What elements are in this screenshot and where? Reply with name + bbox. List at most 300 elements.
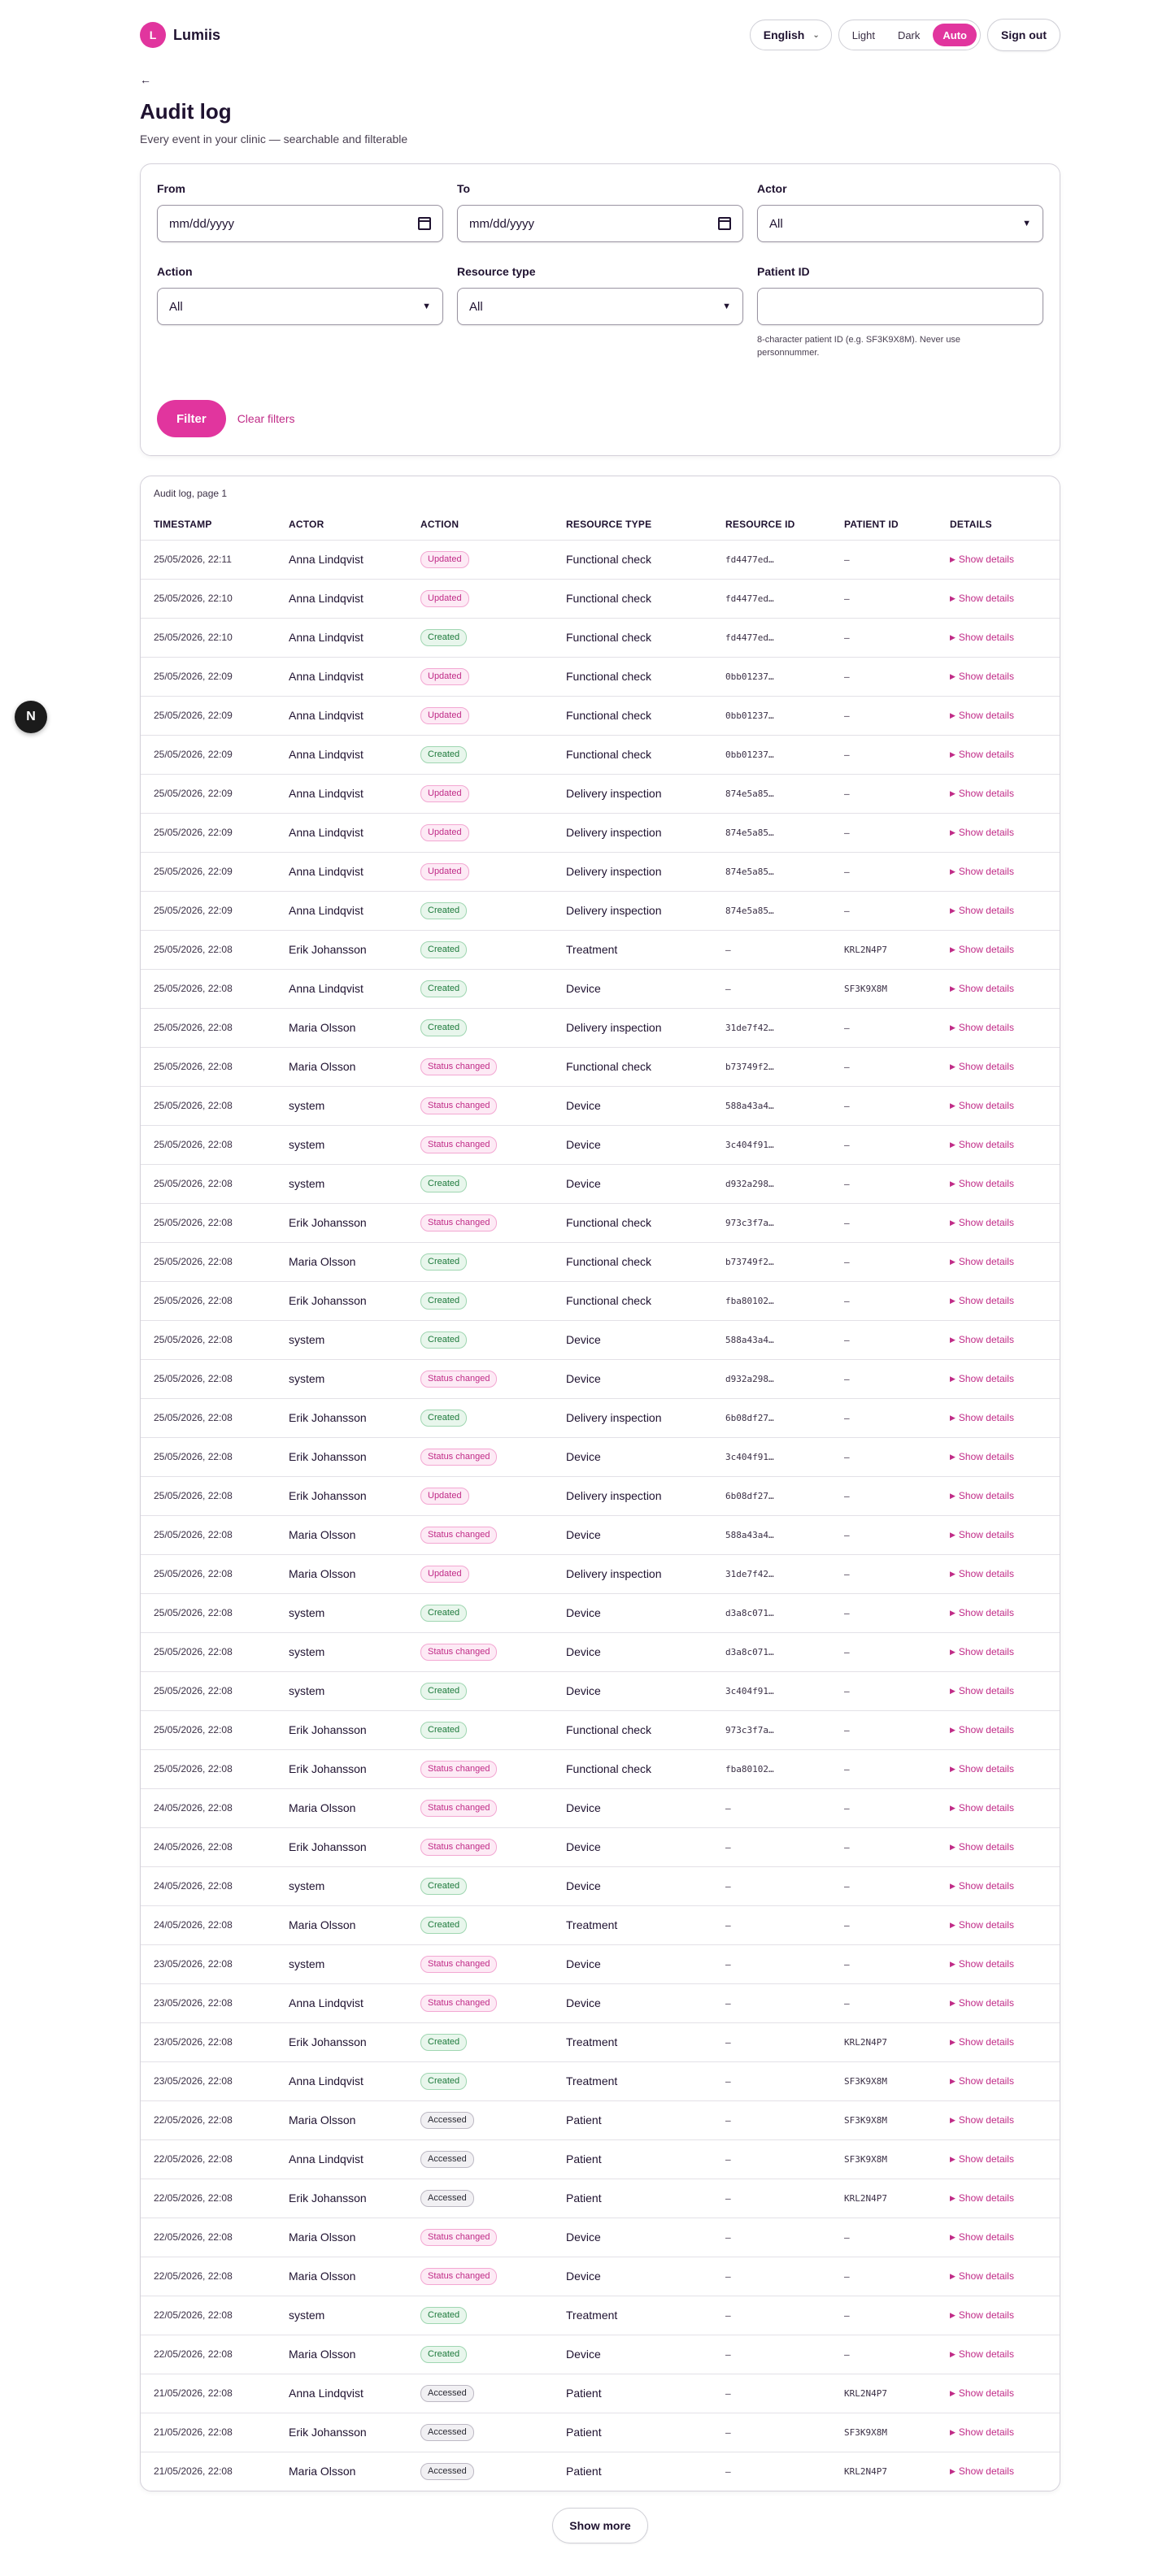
resource-id-cell: 31de7f42… bbox=[712, 1554, 831, 1593]
patient-id-cell: — bbox=[831, 1437, 937, 1476]
show-details-toggle[interactable] bbox=[950, 1451, 1060, 1462]
details-cell bbox=[937, 1203, 1060, 1242]
resource-type-select[interactable] bbox=[457, 288, 743, 325]
table-row bbox=[141, 1320, 1060, 1359]
show-details-label: Show details bbox=[958, 2270, 1014, 2282]
patient-id-cell: SF3K9X8M bbox=[831, 969, 937, 1008]
column-header-action: ACTION bbox=[420, 518, 459, 530]
resource-id-cell: — bbox=[712, 2100, 831, 2139]
actor-cell: system bbox=[276, 1632, 407, 1671]
details-cell bbox=[937, 2335, 1060, 2374]
resource-type-cell: Delivery inspection bbox=[553, 891, 712, 930]
show-details-toggle[interactable] bbox=[950, 2075, 1060, 2087]
action-cell bbox=[407, 852, 553, 891]
actor-cell: Erik Johansson bbox=[276, 930, 407, 969]
patient-id-cell: KRL2N4P7 bbox=[831, 2022, 937, 2061]
column-header-patient-id: PATIENT ID bbox=[844, 518, 899, 530]
show-details-toggle[interactable] bbox=[950, 1997, 1060, 2009]
patient-id-cell: — bbox=[831, 1164, 937, 1203]
table-row bbox=[141, 852, 1060, 891]
timestamp-cell: 25/05/2026, 22:08 bbox=[141, 1593, 276, 1632]
actor-cell: Maria Olsson bbox=[276, 2257, 407, 2296]
actor-cell: Maria Olsson bbox=[276, 1515, 407, 1554]
actor-cell: Erik Johansson bbox=[276, 1398, 407, 1437]
show-details-label: Show details bbox=[958, 554, 1014, 565]
resource-id-cell: b73749f2… bbox=[712, 1242, 831, 1281]
show-details-label: Show details bbox=[958, 1958, 1014, 1970]
action-cell bbox=[407, 1515, 553, 1554]
show-details-toggle[interactable] bbox=[950, 1256, 1060, 1267]
details-cell bbox=[937, 1047, 1060, 1086]
caret-right-icon: ▶ bbox=[950, 1881, 956, 1890]
back-arrow-icon[interactable]: ← bbox=[140, 73, 151, 86]
resource-type-cell: Device bbox=[553, 1125, 712, 1164]
show-details-toggle[interactable] bbox=[950, 905, 1060, 916]
table-row bbox=[141, 735, 1060, 774]
action-cell bbox=[407, 1320, 553, 1359]
action-badge: Status changed bbox=[420, 2268, 497, 2285]
show-details-toggle[interactable] bbox=[950, 866, 1060, 877]
details-cell bbox=[937, 813, 1060, 852]
actor-cell: Anna Lindqvist bbox=[276, 540, 407, 579]
details-cell bbox=[937, 2100, 1060, 2139]
show-details-toggle[interactable] bbox=[950, 827, 1060, 838]
action-badge: Created bbox=[420, 902, 467, 919]
sign-out-button[interactable]: Sign out bbox=[987, 19, 1060, 51]
action-badge: Status changed bbox=[420, 1839, 497, 1856]
timestamp-cell: 25/05/2026, 22:10 bbox=[141, 579, 276, 618]
timestamp-cell: 25/05/2026, 22:08 bbox=[141, 1554, 276, 1593]
resource-type-cell: Delivery inspection bbox=[553, 774, 712, 813]
action-badge: Created bbox=[420, 2034, 467, 2051]
audit-log-table-card bbox=[140, 476, 1060, 2491]
action-badge: Status changed bbox=[420, 1058, 497, 1075]
resource-id-cell: 874e5a85… bbox=[712, 813, 831, 852]
resource-id-cell: — bbox=[712, 2452, 831, 2491]
action-badge: Updated bbox=[420, 785, 469, 802]
action-badge: Updated bbox=[420, 1488, 469, 1505]
show-details-label: Show details bbox=[958, 1139, 1014, 1150]
timestamp-cell: 23/05/2026, 22:08 bbox=[141, 2022, 276, 2061]
table-row bbox=[141, 1944, 1060, 1983]
to-field-group bbox=[457, 182, 743, 242]
timestamp-cell: 21/05/2026, 22:08 bbox=[141, 2452, 276, 2491]
timestamp-cell: 22/05/2026, 22:08 bbox=[141, 2335, 276, 2374]
show-details-toggle[interactable] bbox=[950, 1295, 1060, 1306]
chevron-down-icon: ⌄ bbox=[812, 30, 820, 40]
action-badge: Created bbox=[420, 980, 467, 997]
show-details-toggle[interactable] bbox=[950, 2153, 1060, 2165]
timestamp-cell: 25/05/2026, 22:09 bbox=[141, 696, 276, 735]
theme-light-button[interactable]: Light bbox=[851, 28, 875, 41]
actor-cell: Erik Johansson bbox=[276, 1203, 407, 1242]
resource-type-cell: Device bbox=[553, 1671, 712, 1710]
caret-right-icon: ▶ bbox=[950, 1530, 956, 1539]
actor-cell: system bbox=[276, 1593, 407, 1632]
calendar-icon[interactable] bbox=[418, 217, 431, 230]
details-cell bbox=[937, 1008, 1060, 1047]
show-details-label: Show details bbox=[958, 827, 1014, 838]
actor-cell: Anna Lindqvist bbox=[276, 1983, 407, 2022]
resource-id-cell: — bbox=[712, 2218, 831, 2257]
caret-right-icon: ▶ bbox=[950, 1140, 956, 1149]
action-badge: Status changed bbox=[420, 2229, 497, 2246]
show-details-toggle[interactable] bbox=[950, 944, 1060, 955]
caret-right-icon: ▶ bbox=[950, 788, 956, 797]
show-details-toggle[interactable] bbox=[950, 2426, 1060, 2438]
resource-id-cell: fd4477ed… bbox=[712, 618, 831, 657]
details-cell bbox=[937, 1476, 1060, 1515]
show-details-toggle[interactable] bbox=[950, 1139, 1060, 1150]
resource-id-cell: — bbox=[712, 930, 831, 969]
theme-dark-button[interactable]: Dark bbox=[897, 28, 921, 41]
column-header-details: DETAILS bbox=[950, 518, 992, 530]
resource-type-cell: Delivery inspection bbox=[553, 1008, 712, 1047]
show-details-toggle[interactable] bbox=[950, 1958, 1060, 1970]
actor-cell: system bbox=[276, 1866, 407, 1905]
caret-right-icon: ▶ bbox=[950, 554, 956, 563]
show-details-toggle[interactable] bbox=[950, 2192, 1060, 2204]
show-details-label: Show details bbox=[958, 1529, 1014, 1540]
patient-id-cell: — bbox=[831, 1515, 937, 1554]
show-details-toggle[interactable] bbox=[950, 1178, 1060, 1189]
actor-cell: Anna Lindqvist bbox=[276, 2374, 407, 2413]
details-cell bbox=[937, 1749, 1060, 1788]
filter-button[interactable]: Filter bbox=[157, 400, 226, 437]
clear-filters-link[interactable]: Clear filters bbox=[237, 412, 295, 425]
patient-id-cell: — bbox=[831, 1359, 937, 1398]
caret-right-icon: ▶ bbox=[950, 1452, 956, 1461]
show-details-toggle[interactable] bbox=[950, 788, 1060, 799]
resource-id-cell: — bbox=[712, 2257, 831, 2296]
show-details-toggle[interactable] bbox=[950, 1685, 1060, 1696]
resource-type-cell: Device bbox=[553, 1437, 712, 1476]
actor-cell: Maria Olsson bbox=[276, 2218, 407, 2257]
caret-right-icon: ▶ bbox=[950, 1491, 956, 1500]
action-cell bbox=[407, 657, 553, 696]
show-details-toggle[interactable] bbox=[950, 1217, 1060, 1228]
timestamp-cell: 22/05/2026, 22:08 bbox=[141, 2218, 276, 2257]
table-row bbox=[141, 1593, 1060, 1632]
show-details-toggle[interactable] bbox=[950, 1724, 1060, 1735]
show-details-toggle[interactable] bbox=[950, 1490, 1060, 1501]
actor-cell: Erik Johansson bbox=[276, 1827, 407, 1866]
show-details-toggle[interactable] bbox=[950, 632, 1060, 643]
patient-id-cell: — bbox=[831, 1125, 937, 1164]
from-date-input[interactable] bbox=[157, 205, 443, 242]
show-details-toggle[interactable] bbox=[950, 671, 1060, 682]
table-row bbox=[141, 2296, 1060, 2335]
timestamp-cell: 24/05/2026, 22:08 bbox=[141, 1866, 276, 1905]
show-details-toggle[interactable] bbox=[950, 2465, 1060, 2477]
show-details-label: Show details bbox=[958, 983, 1014, 994]
show-details-toggle[interactable] bbox=[950, 1100, 1060, 1111]
action-cell bbox=[407, 891, 553, 930]
actor-cell: Maria Olsson bbox=[276, 1788, 407, 1827]
action-cell bbox=[407, 2257, 553, 2296]
action-cell bbox=[407, 1476, 553, 1515]
resource-id-cell: — bbox=[712, 1983, 831, 2022]
actor-cell: Anna Lindqvist bbox=[276, 813, 407, 852]
show-details-toggle[interactable] bbox=[950, 1061, 1060, 1072]
show-details-label: Show details bbox=[958, 2348, 1014, 2360]
actor-cell: Anna Lindqvist bbox=[276, 618, 407, 657]
action-cell bbox=[407, 2218, 553, 2257]
timestamp-cell: 23/05/2026, 22:08 bbox=[141, 2061, 276, 2100]
timestamp-cell: 23/05/2026, 22:08 bbox=[141, 1944, 276, 1983]
show-details-label: Show details bbox=[958, 632, 1014, 643]
show-details-toggle[interactable] bbox=[950, 1412, 1060, 1423]
dev-tools-badge[interactable]: N bbox=[15, 701, 47, 733]
table-row bbox=[141, 1125, 1060, 1164]
actor-cell: Erik Johansson bbox=[276, 1437, 407, 1476]
show-details-toggle[interactable] bbox=[950, 2348, 1060, 2360]
action-cell bbox=[407, 1671, 553, 1710]
brand[interactable] bbox=[140, 22, 220, 48]
language-select[interactable] bbox=[750, 20, 832, 50]
caret-right-icon: ▶ bbox=[950, 1725, 956, 1734]
action-badge: Created bbox=[420, 1683, 467, 1700]
to-date-input[interactable] bbox=[457, 205, 743, 242]
action-badge: Status changed bbox=[420, 1644, 497, 1661]
actor-cell: system bbox=[276, 1086, 407, 1125]
resource-id-cell: — bbox=[712, 1827, 831, 1866]
show-details-toggle[interactable] bbox=[950, 1841, 1060, 1853]
show-details-label: Show details bbox=[958, 671, 1014, 682]
caret-right-icon: ▶ bbox=[950, 710, 956, 719]
action-badge: Status changed bbox=[420, 1214, 497, 1232]
caret-right-icon: ▶ bbox=[950, 2232, 956, 2241]
resource-type-cell: Patient bbox=[553, 2374, 712, 2413]
show-details-label: Show details bbox=[958, 1841, 1014, 1853]
action-cell bbox=[407, 1710, 553, 1749]
caret-right-icon: ▶ bbox=[950, 1803, 956, 1812]
resource-id-cell: d932a298… bbox=[712, 1164, 831, 1203]
patient-id-cell: — bbox=[831, 1632, 937, 1671]
resource-type-cell: Patient bbox=[553, 2100, 712, 2139]
resource-type-cell: Treatment bbox=[553, 2022, 712, 2061]
timestamp-cell: 25/05/2026, 22:08 bbox=[141, 1008, 276, 1047]
table-row bbox=[141, 618, 1060, 657]
patient-id-cell: — bbox=[831, 657, 937, 696]
caret-right-icon: ▶ bbox=[950, 1842, 956, 1851]
show-details-toggle[interactable] bbox=[950, 1646, 1060, 1657]
details-cell bbox=[937, 969, 1060, 1008]
timestamp-cell: 22/05/2026, 22:08 bbox=[141, 2179, 276, 2218]
resource-id-cell: 874e5a85… bbox=[712, 852, 831, 891]
action-cell bbox=[407, 1125, 553, 1164]
show-details-toggle[interactable] bbox=[950, 1373, 1060, 1384]
table-row bbox=[141, 1086, 1060, 1125]
resource-type-cell: Functional check bbox=[553, 657, 712, 696]
table-row bbox=[141, 1905, 1060, 1944]
action-select[interactable] bbox=[157, 288, 443, 325]
column-header-resource-type: RESOURCE TYPE bbox=[566, 518, 652, 530]
resource-id-cell: — bbox=[712, 2335, 831, 2374]
resource-id-cell: — bbox=[712, 2022, 831, 2061]
actor-cell: Maria Olsson bbox=[276, 2100, 407, 2139]
actor-cell: Maria Olsson bbox=[276, 1047, 407, 1086]
show-more-button[interactable]: Show more bbox=[552, 2508, 647, 2543]
timestamp-cell: 25/05/2026, 22:08 bbox=[141, 1515, 276, 1554]
timestamp-cell: 21/05/2026, 22:08 bbox=[141, 2374, 276, 2413]
resource-id-cell: 973c3f7a… bbox=[712, 1203, 831, 1242]
details-cell bbox=[937, 2296, 1060, 2335]
patient-id-cell: — bbox=[831, 1086, 937, 1125]
action-badge: Updated bbox=[420, 551, 469, 568]
timestamp-cell: 25/05/2026, 22:08 bbox=[141, 969, 276, 1008]
page-subtitle: Every event in your clinic — searchable and filterable bbox=[140, 132, 408, 146]
details-cell bbox=[937, 1983, 1060, 2022]
patient-id-cell: — bbox=[831, 1749, 937, 1788]
action-badge: Status changed bbox=[420, 1761, 497, 1778]
action-cell bbox=[407, 2179, 553, 2218]
caret-right-icon: ▶ bbox=[950, 1998, 956, 2007]
patient-id-cell: — bbox=[831, 579, 937, 618]
patient-id-cell: — bbox=[831, 1476, 937, 1515]
action-badge: Created bbox=[420, 1253, 467, 1271]
table-header-row bbox=[141, 509, 1060, 540]
resource-id-cell: b73749f2… bbox=[712, 1047, 831, 1086]
calendar-icon[interactable] bbox=[718, 217, 731, 230]
caret-right-icon: ▶ bbox=[950, 1023, 956, 1032]
details-cell bbox=[937, 1944, 1060, 1983]
show-details-label: Show details bbox=[958, 1880, 1014, 1892]
action-cell bbox=[407, 2022, 553, 2061]
resource-type-cell: Device bbox=[553, 1086, 712, 1125]
patient-id-cell: — bbox=[831, 1554, 937, 1593]
patient-id-cell: — bbox=[831, 1281, 937, 1320]
show-details-toggle[interactable] bbox=[950, 554, 1060, 565]
caret-right-icon: ▶ bbox=[950, 2466, 956, 2475]
caret-right-icon: ▶ bbox=[950, 2154, 956, 2163]
actor-cell: Maria Olsson bbox=[276, 1242, 407, 1281]
filter-actions bbox=[157, 400, 294, 437]
action-cell bbox=[407, 1866, 553, 1905]
show-details-label: Show details bbox=[958, 2192, 1014, 2204]
show-details-toggle[interactable] bbox=[950, 2309, 1060, 2321]
details-cell bbox=[937, 1281, 1060, 1320]
show-details-label: Show details bbox=[958, 1763, 1014, 1775]
resource-id-cell: — bbox=[712, 2061, 831, 2100]
patient-id-cell: — bbox=[831, 1788, 937, 1827]
resource-id-cell: — bbox=[712, 2296, 831, 2335]
caret-right-icon: ▶ bbox=[950, 1296, 956, 1305]
show-details-toggle[interactable] bbox=[950, 593, 1060, 604]
show-details-toggle[interactable] bbox=[950, 2231, 1060, 2243]
caret-right-icon: ▶ bbox=[950, 2193, 956, 2202]
caret-right-icon: ▶ bbox=[950, 984, 956, 993]
show-details-toggle[interactable] bbox=[950, 1334, 1060, 1345]
show-details-label: Show details bbox=[958, 1724, 1014, 1735]
caret-right-icon: ▶ bbox=[950, 828, 956, 836]
action-cell bbox=[407, 1749, 553, 1788]
timestamp-cell: 25/05/2026, 22:09 bbox=[141, 891, 276, 930]
show-details-toggle[interactable] bbox=[950, 710, 1060, 721]
action-badge: Status changed bbox=[420, 1956, 497, 1973]
table-row bbox=[141, 540, 1060, 579]
show-details-toggle[interactable] bbox=[950, 1529, 1060, 1540]
timestamp-cell: 25/05/2026, 22:08 bbox=[141, 930, 276, 969]
actor-select[interactable] bbox=[757, 205, 1043, 242]
actor-cell: Erik Johansson bbox=[276, 1749, 407, 1788]
resource-type-cell: Device bbox=[553, 1632, 712, 1671]
chevron-down-icon: ▼ bbox=[422, 302, 431, 311]
theme-auto-button[interactable]: Auto bbox=[933, 24, 977, 46]
show-details-toggle[interactable] bbox=[950, 1568, 1060, 1579]
details-cell bbox=[937, 2139, 1060, 2179]
filter-panel bbox=[140, 163, 1060, 456]
timestamp-cell: 25/05/2026, 22:08 bbox=[141, 1476, 276, 1515]
timestamp-cell: 25/05/2026, 22:09 bbox=[141, 735, 276, 774]
resource-id-cell: 3c404f91… bbox=[712, 1671, 831, 1710]
details-cell bbox=[937, 1905, 1060, 1944]
show-details-toggle[interactable] bbox=[950, 1763, 1060, 1775]
resource-id-cell: 0bb01237… bbox=[712, 735, 831, 774]
action-badge: Created bbox=[420, 1410, 467, 1427]
patient-id-cell: — bbox=[831, 852, 937, 891]
show-details-label: Show details bbox=[958, 749, 1014, 760]
actor-cell: Anna Lindqvist bbox=[276, 579, 407, 618]
timestamp-cell: 25/05/2026, 22:08 bbox=[141, 1749, 276, 1788]
show-details-toggle[interactable] bbox=[950, 2387, 1060, 2399]
show-details-toggle[interactable] bbox=[950, 1880, 1060, 1892]
show-details-toggle[interactable] bbox=[950, 2270, 1060, 2282]
show-details-toggle[interactable] bbox=[950, 1919, 1060, 1931]
action-value: All bbox=[169, 299, 183, 314]
actor-cell: Maria Olsson bbox=[276, 2335, 407, 2374]
timestamp-cell: 25/05/2026, 22:08 bbox=[141, 1047, 276, 1086]
patient-id-cell: — bbox=[831, 1398, 937, 1437]
show-details-label: Show details bbox=[958, 1295, 1014, 1306]
actor-cell: Anna Lindqvist bbox=[276, 891, 407, 930]
details-cell bbox=[937, 579, 1060, 618]
action-badge: Updated bbox=[420, 590, 469, 607]
action-badge: Updated bbox=[420, 863, 469, 880]
caret-right-icon: ▶ bbox=[950, 1920, 956, 1929]
caret-right-icon: ▶ bbox=[950, 1764, 956, 1773]
resource-type-cell: Functional check bbox=[553, 579, 712, 618]
show-details-toggle[interactable] bbox=[950, 2114, 1060, 2126]
show-details-label: Show details bbox=[958, 1997, 1014, 2009]
resource-type-cell: Functional check bbox=[553, 1749, 712, 1788]
details-cell bbox=[937, 1164, 1060, 1203]
show-details-toggle[interactable] bbox=[950, 1802, 1060, 1814]
action-cell bbox=[407, 735, 553, 774]
table-row bbox=[141, 2139, 1060, 2179]
table-row bbox=[141, 1710, 1060, 1749]
action-label: Action bbox=[157, 265, 193, 278]
details-cell bbox=[937, 774, 1060, 813]
show-details-toggle[interactable] bbox=[950, 983, 1060, 994]
action-badge: Accessed bbox=[420, 2190, 474, 2207]
timestamp-cell: 25/05/2026, 22:08 bbox=[141, 1281, 276, 1320]
timestamp-cell: 25/05/2026, 22:08 bbox=[141, 1164, 276, 1203]
table-row bbox=[141, 579, 1060, 618]
details-cell bbox=[937, 1788, 1060, 1827]
resource-type-cell: Delivery inspection bbox=[553, 1476, 712, 1515]
show-details-label: Show details bbox=[958, 788, 1014, 799]
resource-type-cell: Functional check bbox=[553, 1047, 712, 1086]
show-details-toggle[interactable] bbox=[950, 1607, 1060, 1618]
patient-id-cell: — bbox=[831, 1203, 937, 1242]
patient-id-input[interactable] bbox=[757, 288, 1043, 325]
show-details-toggle[interactable] bbox=[950, 1022, 1060, 1033]
table-row bbox=[141, 696, 1060, 735]
timestamp-cell: 25/05/2026, 22:08 bbox=[141, 1671, 276, 1710]
show-details-toggle[interactable] bbox=[950, 2036, 1060, 2048]
show-details-toggle[interactable] bbox=[950, 749, 1060, 760]
